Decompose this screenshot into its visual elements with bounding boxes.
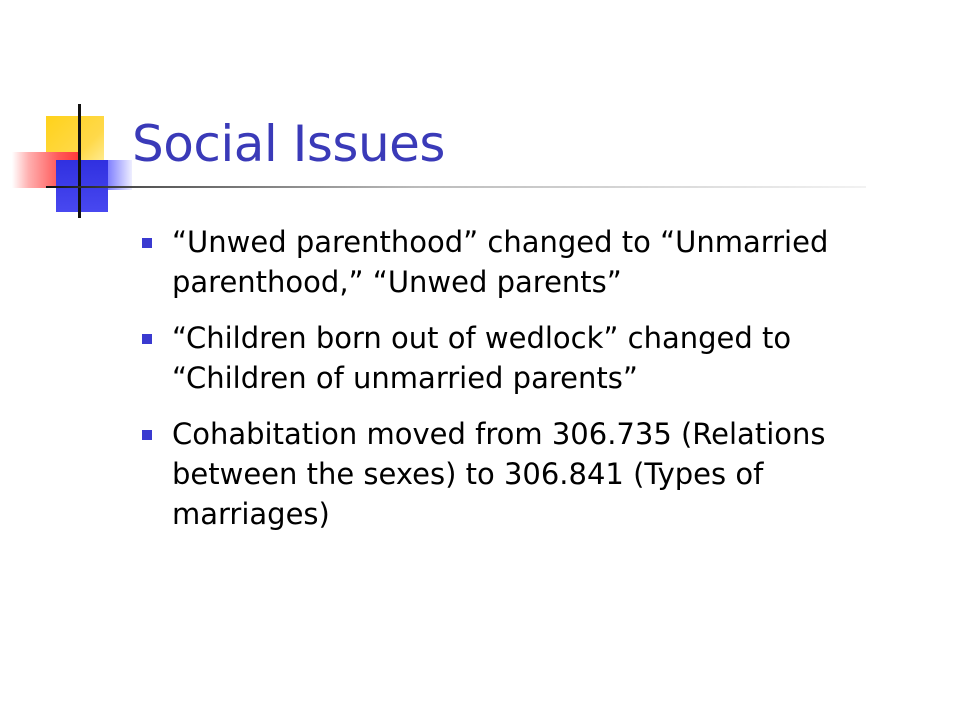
bullet-text: “Children born out of wedlock” changed to “Children of unmarried parents” [172,321,792,395]
square-bullet-icon [142,430,152,440]
bullet-item [136,222,926,302]
bullet-item [136,414,926,534]
bullet-text: “Unwed parenthood” changed to “Unmarried parenthood,” “Unwed parents” [172,225,829,299]
slide-title: Social Issues [132,115,445,173]
square-bullet-icon [142,238,152,248]
bullet-item [136,318,926,398]
bullet-text: Cohabitation moved from 306.735 (Relations between the sexes) to 306.841 (Types of marriages) [172,417,826,531]
title-underline-rule [46,186,866,188]
logo-vertical-line [78,104,81,218]
corner-logo-graphic [0,0,140,230]
square-bullet-icon [142,334,152,344]
bullet-list [136,222,926,550]
